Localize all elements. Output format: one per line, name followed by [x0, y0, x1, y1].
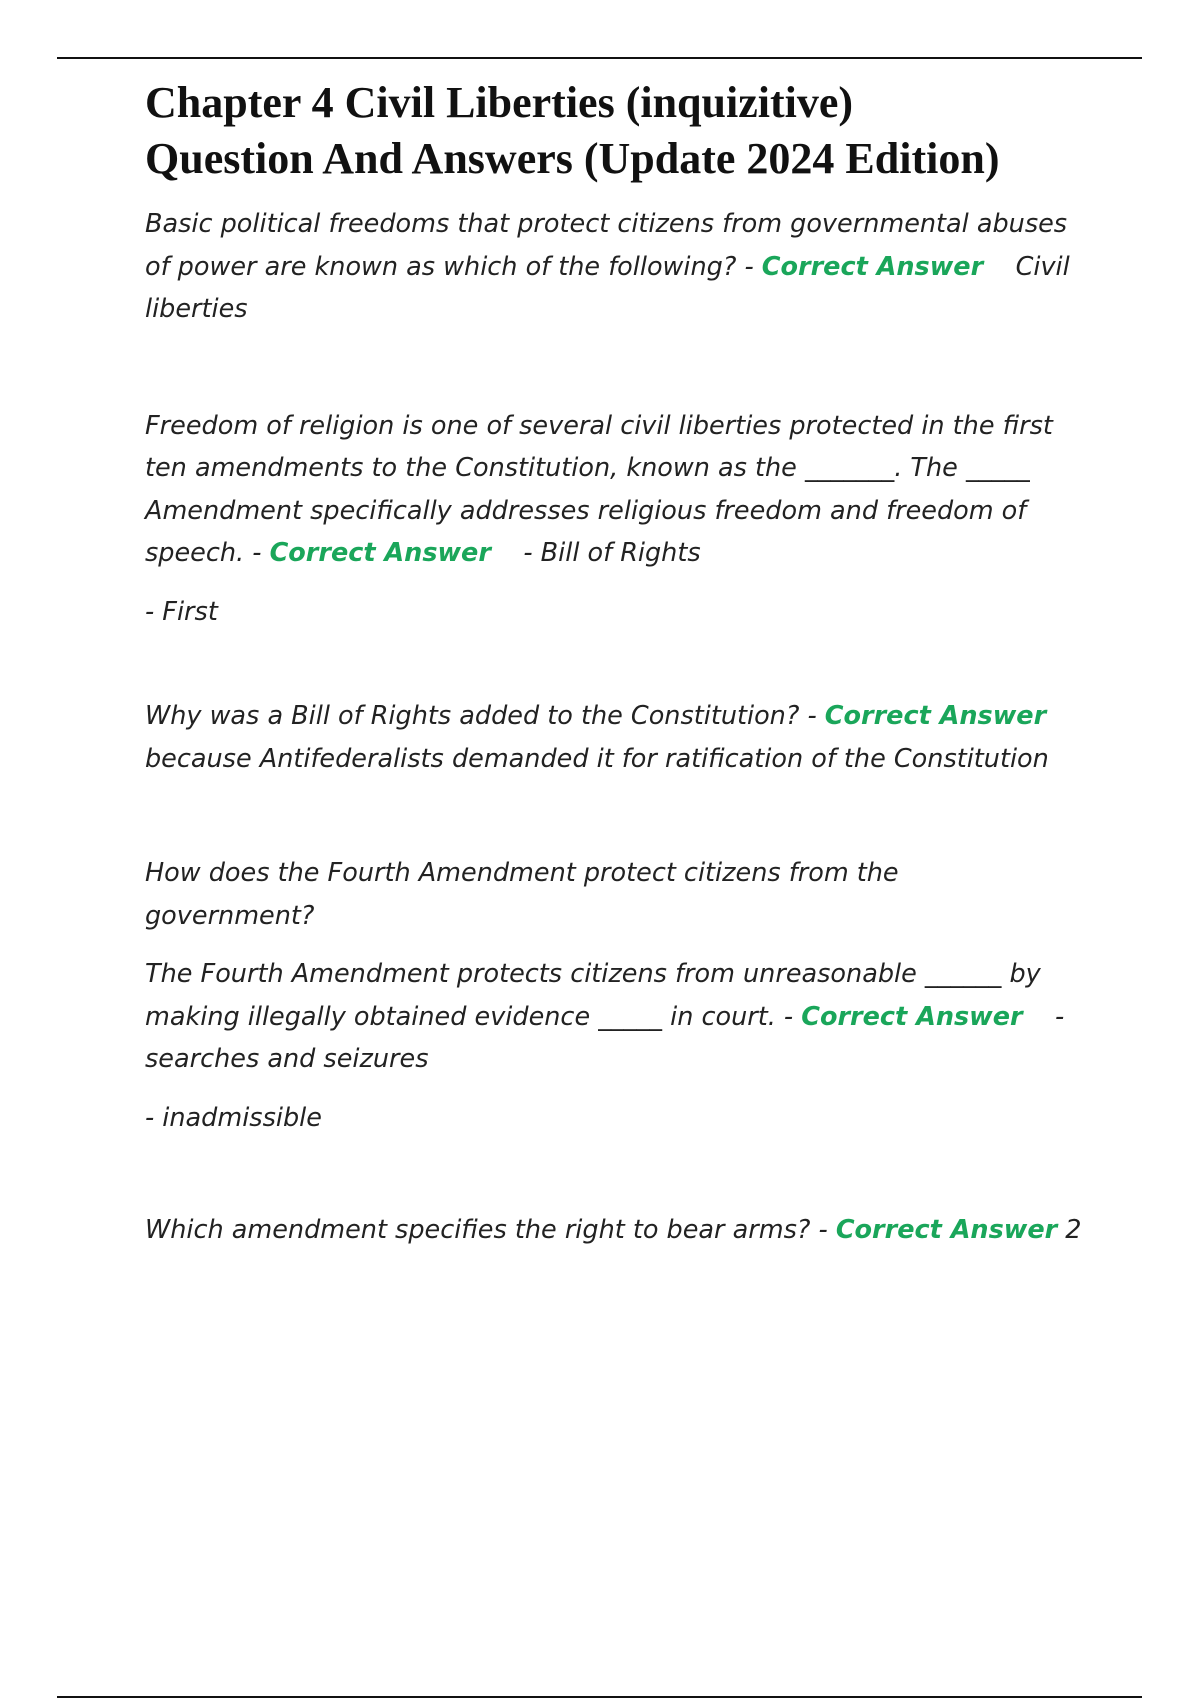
answer: Civil liberties	[145, 251, 1078, 324]
qa-item	[145, 1209, 1095, 1252]
bottom-rule	[57, 1696, 1142, 1698]
document-page	[145, 75, 1095, 1326]
question-text	[145, 405, 1095, 575]
question: Freedom of religion is one of several civil liberties protected in the first ten amendments to the Constitution, known as the _______. The _____ Amendment specifically addresses religious freedom and freedom of speech. -	[145, 410, 1053, 568]
question-text	[145, 953, 1095, 1081]
answer: 2	[1057, 1215, 1082, 1245]
question: Which amendment specifies the right to bear arms? -	[145, 1215, 836, 1245]
qa-item	[145, 405, 1095, 634]
correct-answer-label: Correct Answer	[761, 251, 984, 282]
answer-continuation: - inadmissible	[145, 1102, 322, 1133]
top-rule	[57, 57, 1142, 59]
answer-continuation: - First	[145, 596, 218, 627]
title-line-1: Chapter 4 Civil Liberties (inquizitive)	[145, 78, 854, 127]
title-line-2: Question And Answers (Update 2024 Edition)	[145, 134, 1000, 183]
qa-item	[145, 695, 1095, 780]
correct-answer-label: Correct Answer	[801, 1001, 1023, 1032]
answer: - searches and seizures	[145, 1001, 1073, 1074]
question: The Fourth Amendment protects citizens from unreasonable ______ by making illegally obtained evidence _____ in court. -	[145, 959, 1041, 1032]
question-text	[145, 1209, 1095, 1252]
document-title	[145, 75, 1095, 187]
qa-item	[145, 852, 1095, 1139]
correct-answer-label: Correct Answer	[835, 1215, 1058, 1245]
correct-answer-label: Correct Answer	[269, 538, 491, 568]
answer: - Bill of Rights	[490, 538, 701, 568]
question-text	[145, 695, 1095, 780]
question-heading: How does the Fourth Amendment protect citizens from the government?	[145, 858, 899, 931]
correct-answer-label: Correct Answer	[824, 701, 1047, 731]
question-text	[145, 203, 1095, 331]
question: Basic political freedoms that protect citizens from governmental abuses of power are known as which of the following? -	[145, 209, 1068, 282]
qa-item	[145, 203, 1095, 331]
answer: because Antifederalists demanded it for ratification of the Constitution	[145, 743, 1049, 774]
question: Why was a Bill of Rights added to the Constitution? -	[145, 701, 825, 731]
